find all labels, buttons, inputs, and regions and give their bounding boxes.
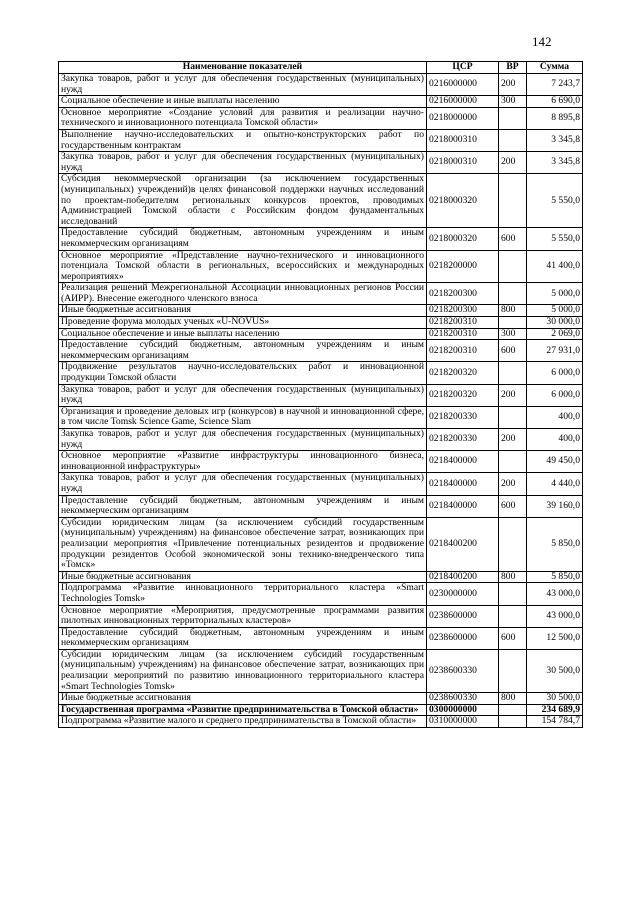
row-name-cell: Закупка товаров, работ и услуг для обеспечения государственных (муниципальных) нужд	[59, 384, 427, 406]
row-name-cell: Субсидии юридическим лицам (за исключением субсидий государственным (муниципальным) учреждениям) на финансовое обеспечение затрат, возникающих при реализации мероприятий по развитию инновационного территориального кластера «Smart Technologies Tomsk»	[59, 649, 427, 692]
row-vr-cell: 200	[499, 152, 527, 174]
row-name-cell: Основное мероприятие «Развитие инфраструктуры инновационного бизнеса, инновационной инфраструктуры»	[59, 451, 427, 473]
row-vr-cell	[499, 406, 527, 428]
table-row	[59, 605, 583, 627]
row-csr-cell: 0218400000	[427, 473, 499, 495]
header-vr: ВР	[499, 62, 527, 74]
row-sum-cell: 4 440,0	[527, 473, 583, 495]
row-vr-cell	[499, 317, 527, 329]
table-row	[59, 517, 583, 571]
row-csr-cell: 0218200000	[427, 250, 499, 283]
row-sum-cell: 39 160,0	[527, 495, 583, 517]
row-sum-cell: 154 784,7	[527, 716, 583, 728]
row-csr-cell: 0218200300	[427, 283, 499, 305]
row-csr-cell: 0218400000	[427, 451, 499, 473]
row-name-cell: Предоставление субсидий бюджетным, автономным учреждениям и иным некоммерческим организациям	[59, 627, 427, 649]
row-csr-cell: 0218200310	[427, 328, 499, 340]
row-name-cell: Подпрограмма «Развитие малого и среднего предпринимательства в Томской области»	[59, 716, 427, 728]
row-vr-cell	[499, 451, 527, 473]
row-name-cell: Основное мероприятие «Мероприятия, предусмотренные программами развития пилотных инновационных территориальных кластеров»	[59, 605, 427, 627]
table-row	[59, 174, 583, 228]
row-csr-cell: 0230000000	[427, 583, 499, 605]
row-csr-cell: 0216000000	[427, 96, 499, 108]
row-sum-cell: 234 689,9	[527, 704, 583, 716]
table-row	[59, 317, 583, 329]
row-sum-cell: 2 069,0	[527, 328, 583, 340]
row-vr-cell: 200	[499, 473, 527, 495]
row-vr-cell	[499, 107, 527, 129]
budget-table	[58, 61, 583, 728]
row-vr-cell: 200	[499, 384, 527, 406]
row-sum-cell: 5 850,0	[527, 517, 583, 571]
row-vr-cell	[499, 605, 527, 627]
row-csr-cell: 0218000320	[427, 174, 499, 228]
row-vr-cell: 600	[499, 340, 527, 362]
row-sum-cell: 5 850,0	[527, 571, 583, 583]
row-sum-cell: 30 000,0	[527, 317, 583, 329]
row-vr-cell: 800	[499, 571, 527, 583]
row-name-cell: Субсидия некоммерческой организации (за исключением государственных (муниципальных) учреждений)в целях финансовой поддержки научных исследований по проектам-победителям региональных конкурсов проектов, проводимых Администрацией Томской области с Российским фондом фундаментальных исследований	[59, 174, 427, 228]
row-vr-cell: 600	[499, 495, 527, 517]
row-name-cell: Социальное обеспечение и иные выплаты населению	[59, 328, 427, 340]
row-vr-cell: 800	[499, 305, 527, 317]
row-csr-cell: 0218200320	[427, 362, 499, 384]
row-sum-cell: 30 500,0	[527, 693, 583, 705]
row-name-cell: Государственная программа «Развитие предпринимательства в Томской области»	[59, 704, 427, 716]
row-name-cell: Проведение форума молодых ученых «U-NOVUS»	[59, 317, 427, 329]
row-sum-cell: 3 345,8	[527, 129, 583, 151]
table-row	[59, 693, 583, 705]
row-csr-cell: 0300000000	[427, 704, 499, 716]
table-row	[59, 406, 583, 428]
table-row	[59, 571, 583, 583]
row-csr-cell: 0218400200	[427, 517, 499, 571]
row-sum-cell: 400,0	[527, 429, 583, 451]
row-csr-cell: 0218200330	[427, 429, 499, 451]
row-name-cell: Основное мероприятие «Представление научно-технического и инновационного потенциала Томской области в региональных, всероссийских и международных мероприятиях»	[59, 250, 427, 283]
row-name-cell: Иные бюджетные ассигнования	[59, 693, 427, 705]
row-vr-cell	[499, 362, 527, 384]
table-row	[59, 74, 583, 96]
table-row	[59, 627, 583, 649]
row-sum-cell: 43 000,0	[527, 583, 583, 605]
row-sum-cell: 3 345,8	[527, 152, 583, 174]
table-row	[59, 362, 583, 384]
table-body	[59, 74, 583, 728]
row-name-cell: Закупка товаров, работ и услуг для обеспечения государственных (муниципальных) нужд	[59, 429, 427, 451]
table-row	[59, 340, 583, 362]
table-row	[59, 283, 583, 305]
row-csr-cell: 0218200310	[427, 340, 499, 362]
row-name-cell: Предоставление субсидий бюджетным, автономным учреждениям и иным некоммерческим организациям	[59, 340, 427, 362]
page-number: 142	[532, 34, 552, 49]
row-csr-cell: 0218200330	[427, 406, 499, 428]
row-name-cell: Продвижение результатов научно-исследовательских работ и инновационной продукции Томской области	[59, 362, 427, 384]
row-vr-cell: 300	[499, 96, 527, 108]
row-sum-cell: 6 000,0	[527, 384, 583, 406]
table-row	[59, 429, 583, 451]
row-name-cell: Субсидии юридическим лицам (за исключением субсидий государственным (муниципальным) учреждениям) на финансовое обеспечение затрат, возникающих при реализации мероприятия «Привлечение потенциальных резидентов и продвижение продукции резидентов Особой экономической зоны технико-внедренческого типа «Томск»	[59, 517, 427, 571]
row-vr-cell	[499, 704, 527, 716]
row-sum-cell: 5 000,0	[527, 283, 583, 305]
row-sum-cell: 5 550,0	[527, 174, 583, 228]
row-name-cell: Социальное обеспечение и иные выплаты населению	[59, 96, 427, 108]
row-csr-cell: 0218200320	[427, 384, 499, 406]
header-name: Наименование показателей	[59, 62, 427, 74]
row-vr-cell	[499, 174, 527, 228]
row-csr-cell: 0218400200	[427, 571, 499, 583]
header-sum: Сумма	[527, 62, 583, 74]
row-sum-cell: 30 500,0	[527, 649, 583, 692]
table-row	[59, 328, 583, 340]
row-sum-cell: 6 690,0	[527, 96, 583, 108]
row-csr-cell: 0218400000	[427, 495, 499, 517]
table-row	[59, 583, 583, 605]
row-sum-cell: 41 400,0	[527, 250, 583, 283]
row-vr-cell	[499, 649, 527, 692]
row-name-cell: Иные бюджетные ассигнования	[59, 571, 427, 583]
row-vr-cell	[499, 583, 527, 605]
row-vr-cell	[499, 250, 527, 283]
row-vr-cell	[499, 517, 527, 571]
table-row	[59, 716, 583, 728]
row-vr-cell	[499, 283, 527, 305]
row-sum-cell: 5 550,0	[527, 228, 583, 250]
table-row	[59, 649, 583, 692]
table-row	[59, 129, 583, 151]
table-row	[59, 704, 583, 716]
table-row	[59, 473, 583, 495]
table-row	[59, 305, 583, 317]
row-name-cell: Закупка товаров, работ и услуг для обеспечения государственных (муниципальных) нужд	[59, 152, 427, 174]
row-sum-cell: 8 895,8	[527, 107, 583, 129]
header-csr: ЦСР	[427, 62, 499, 74]
table-row	[59, 384, 583, 406]
row-sum-cell: 7 243,7	[527, 74, 583, 96]
row-vr-cell: 300	[499, 328, 527, 340]
row-sum-cell: 12 500,0	[527, 627, 583, 649]
row-name-cell: Основное мероприятие «Создание условий для развития и реализации научно-технического и инновационного потенциала Томской области»	[59, 107, 427, 129]
row-sum-cell: 49 450,0	[527, 451, 583, 473]
row-vr-cell: 200	[499, 74, 527, 96]
row-name-cell: Предоставление субсидий бюджетным, автономным учреждениям и иным некоммерческим организациям	[59, 228, 427, 250]
row-csr-cell: 0216000000	[427, 74, 499, 96]
row-csr-cell: 0218000310	[427, 152, 499, 174]
row-csr-cell: 0218000310	[427, 129, 499, 151]
row-name-cell: Предоставление субсидий бюджетным, автономным учреждениям и иным некоммерческим организациям	[59, 495, 427, 517]
row-vr-cell: 600	[499, 228, 527, 250]
row-sum-cell: 6 000,0	[527, 362, 583, 384]
row-name-cell: Реализация решений Межрегиональной Ассоциации инновационных регионов России (АИРР). Внесение ежегодного членского взноса	[59, 283, 427, 305]
table-row	[59, 96, 583, 108]
row-name-cell: Подпрограмма «Развитие инновационного территориального кластера «Smart Technologies Tomsk»	[59, 583, 427, 605]
row-name-cell: Закупка товаров, работ и услуг для обеспечения государственных (муниципальных) нужд	[59, 74, 427, 96]
table-header-row	[59, 62, 583, 74]
row-csr-cell: 0310000000	[427, 716, 499, 728]
table-row	[59, 495, 583, 517]
row-vr-cell	[499, 716, 527, 728]
row-name-cell: Закупка товаров, работ и услуг для обеспечения государственных (муниципальных) нужд	[59, 473, 427, 495]
table-row	[59, 107, 583, 129]
row-csr-cell: 0238600330	[427, 649, 499, 692]
row-vr-cell: 200	[499, 429, 527, 451]
row-csr-cell: 0238600000	[427, 627, 499, 649]
row-vr-cell: 600	[499, 627, 527, 649]
row-vr-cell	[499, 129, 527, 151]
row-name-cell: Иные бюджетные ассигнования	[59, 305, 427, 317]
table-row	[59, 451, 583, 473]
row-csr-cell: 0218200300	[427, 305, 499, 317]
row-sum-cell: 400,0	[527, 406, 583, 428]
row-csr-cell: 0238600000	[427, 605, 499, 627]
row-vr-cell: 800	[499, 693, 527, 705]
table-row	[59, 250, 583, 283]
row-sum-cell: 27 931,0	[527, 340, 583, 362]
table-row	[59, 228, 583, 250]
row-name-cell: Организация и проведение деловых игр (конкурсов) в научной и инновационной сфере, в том числе Tomsk Science Game, Science Slam	[59, 406, 427, 428]
row-csr-cell: 0218200310	[427, 317, 499, 329]
table-row	[59, 152, 583, 174]
row-csr-cell: 0218000000	[427, 107, 499, 129]
row-name-cell: Выполнение научно-исследовательских и опытно-конструкторских работ по государственным контрактам	[59, 129, 427, 151]
row-csr-cell: 0238600330	[427, 693, 499, 705]
row-sum-cell: 43 000,0	[527, 605, 583, 627]
row-csr-cell: 0218000320	[427, 228, 499, 250]
row-sum-cell: 5 000,0	[527, 305, 583, 317]
